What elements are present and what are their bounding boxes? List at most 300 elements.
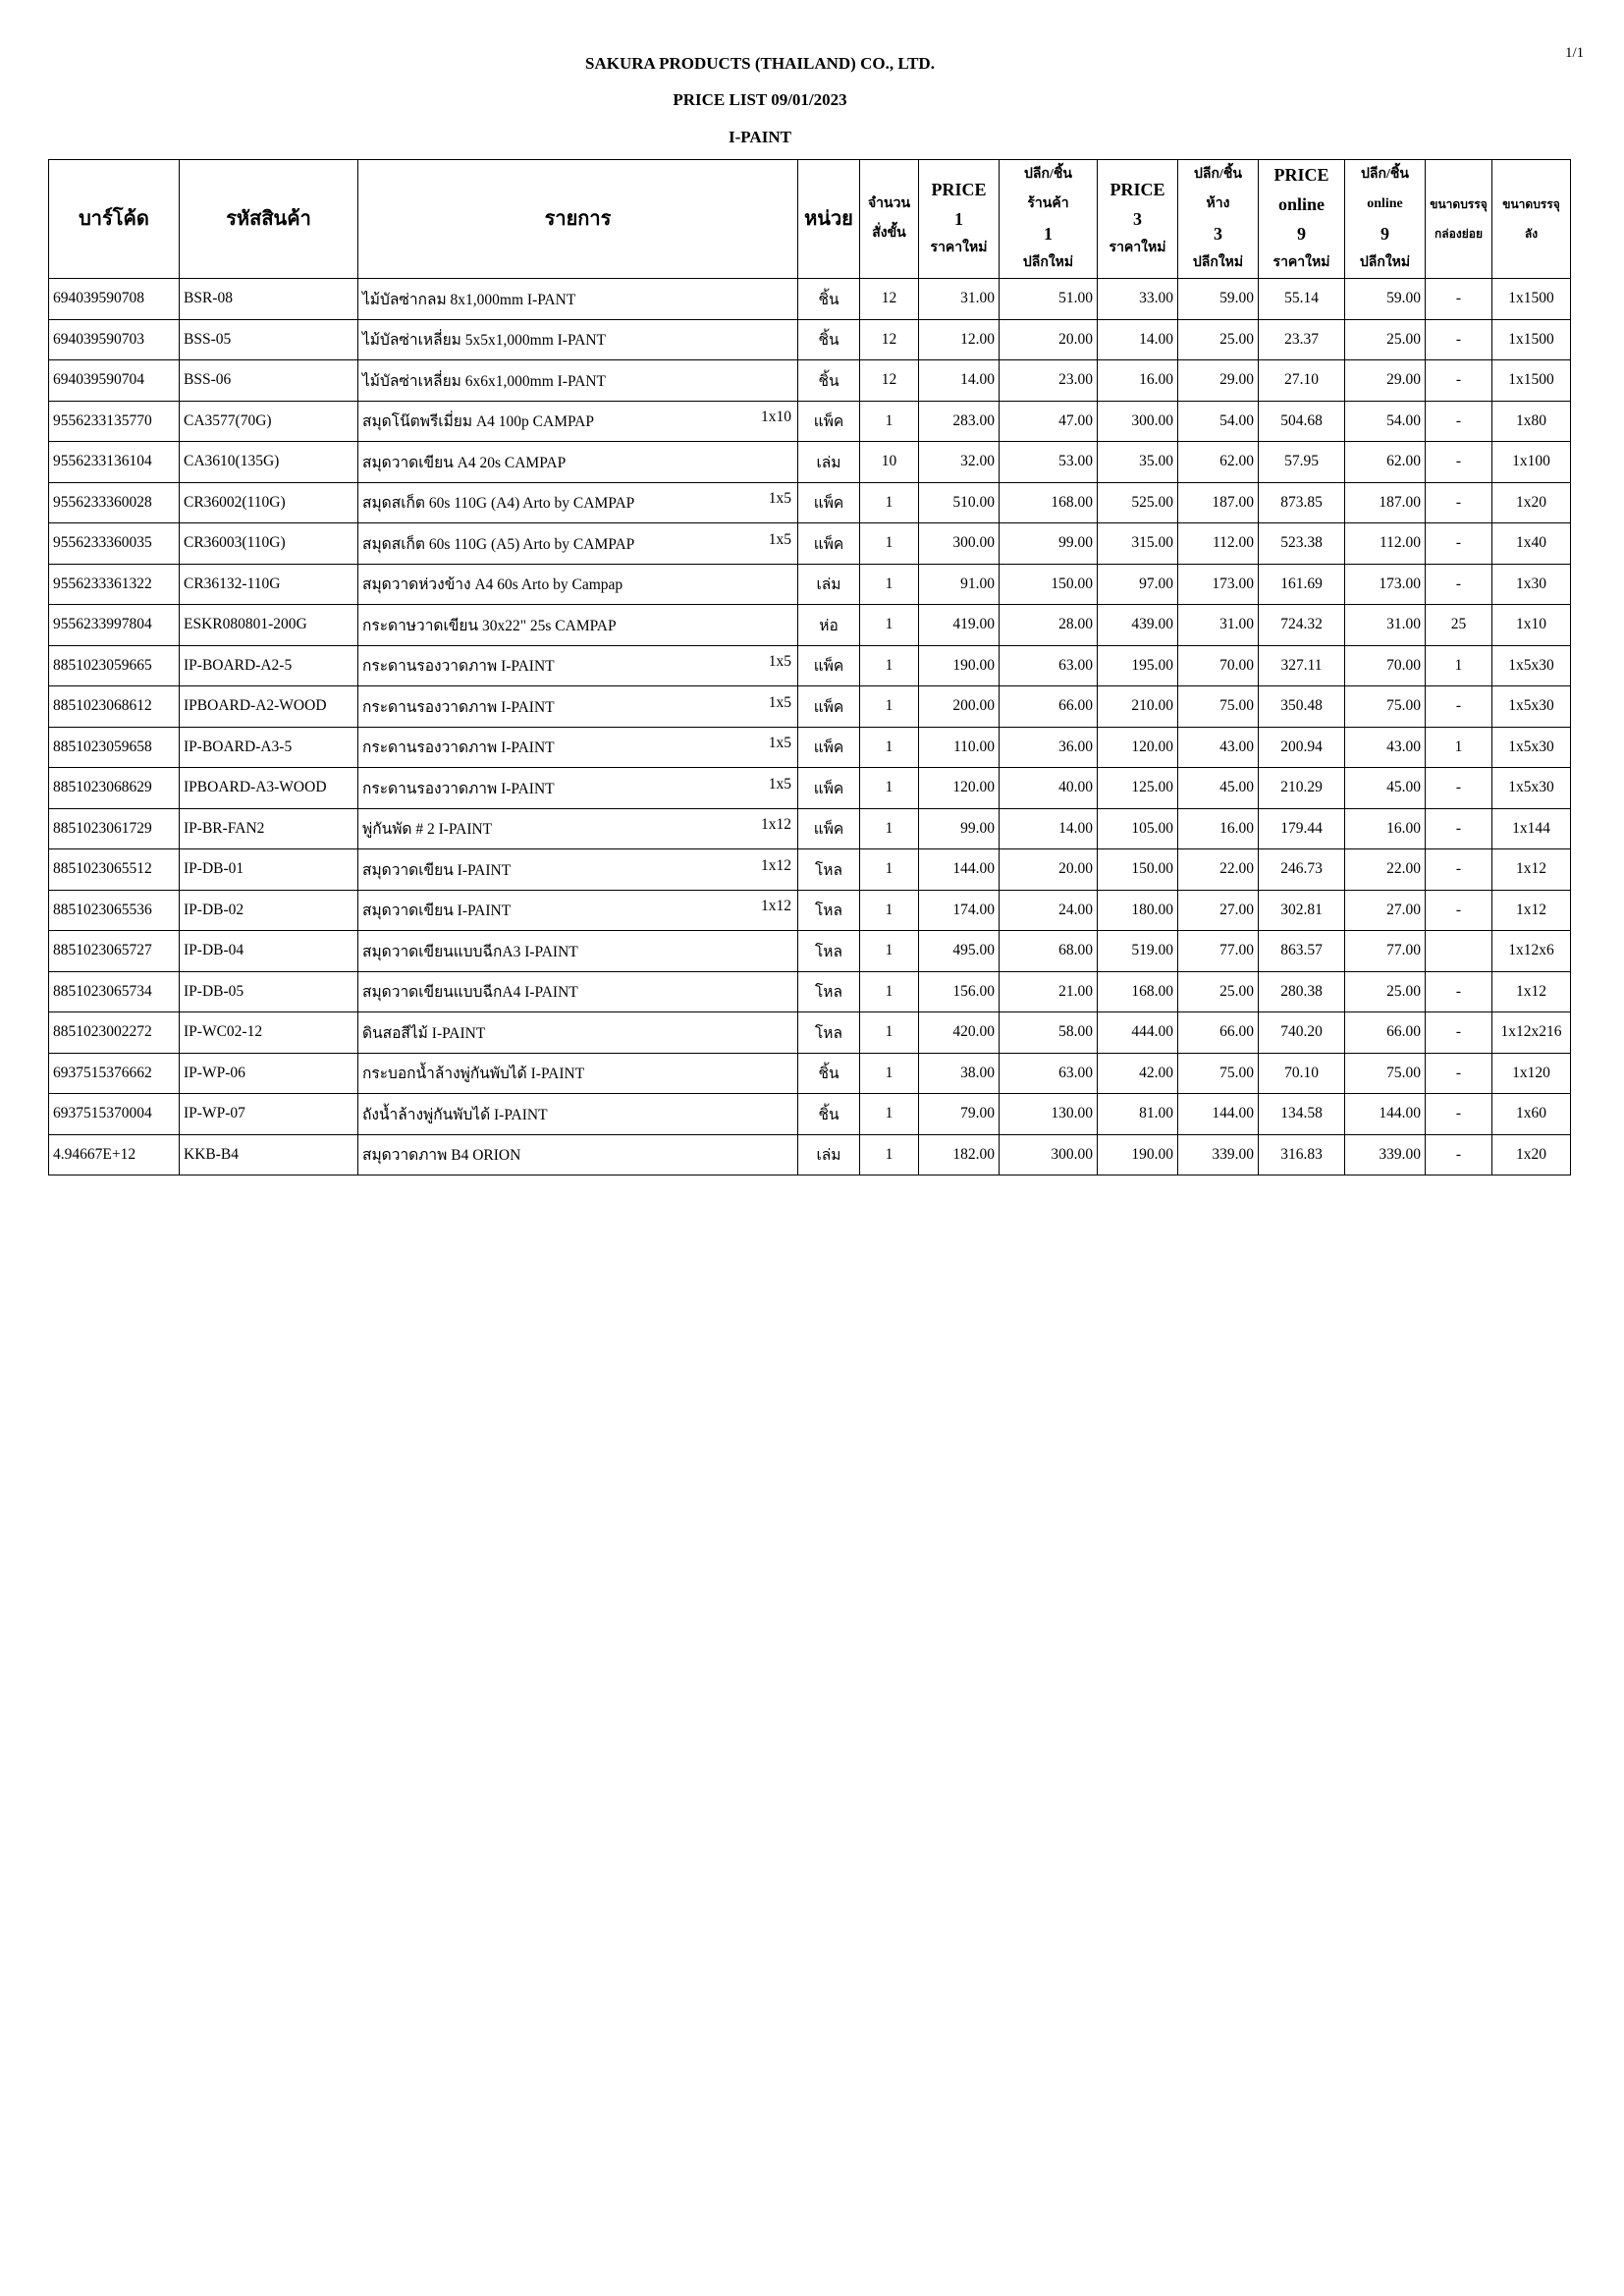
cell-barcode: 9556233360035: [49, 523, 180, 565]
cell-unit: โหล: [798, 971, 860, 1012]
cell-price-3: 16.00: [1098, 360, 1178, 402]
header-retail-9: ปลีก/ชิ้น online 9 ปลีกใหม่: [1345, 160, 1426, 279]
cell-box-size: -: [1426, 768, 1492, 809]
table-row: [49, 523, 1571, 565]
cell-retail-9: 54.00: [1345, 401, 1426, 442]
cell-box-size: 1: [1426, 645, 1492, 686]
cell-retail-9: 16.00: [1345, 808, 1426, 849]
cell-code: CA3610(135G): [180, 442, 358, 483]
cell-code: IP-BOARD-A3-5: [180, 727, 358, 768]
header-min-order: จำนวน สั่งขั้น: [860, 160, 919, 279]
cell-desc: [358, 768, 798, 809]
cell-code: ESKR080801-200G: [180, 605, 358, 646]
cell-price-1: 419.00: [919, 605, 1000, 646]
cell-price-9: 280.38: [1259, 971, 1345, 1012]
cell-retail-3: 339.00: [1178, 1134, 1259, 1175]
cell-retail-1: 150.00: [1000, 564, 1098, 605]
item-pack: 1x5: [768, 530, 791, 548]
cell-retail-9: 45.00: [1345, 768, 1426, 809]
cell-retail-9: 25.00: [1345, 971, 1426, 1012]
item-description: กระดานรองวาดภาพ I-PAINT: [362, 658, 555, 676]
cell-box-size: -: [1426, 401, 1492, 442]
item-description: ดินสอสีไม้ I-PAINT: [362, 1024, 486, 1042]
cell-code: IP-DB-04: [180, 931, 358, 972]
cell-code: BSS-05: [180, 319, 358, 360]
header-price-1: PRICE 1 ราคาใหม่: [919, 160, 1000, 279]
cell-price-1: 120.00: [919, 768, 1000, 809]
cell-unit: เล่ม: [798, 564, 860, 605]
cell-retail-1: 58.00: [1000, 1012, 1098, 1054]
cell-min-order: 1: [860, 645, 919, 686]
cell-unit: ชิ้น: [798, 1094, 860, 1135]
cell-code: CR36003(110G): [180, 523, 358, 565]
cell-price-9: 57.95: [1259, 442, 1345, 483]
cell-desc: [358, 401, 798, 442]
cell-min-order: 1: [860, 1053, 919, 1094]
cell-retail-1: 130.00: [1000, 1094, 1098, 1135]
cell-retail-1: 68.00: [1000, 931, 1098, 972]
cell-retail-9: 62.00: [1345, 442, 1426, 483]
cell-price-1: 79.00: [919, 1094, 1000, 1135]
cell-retail-3: 187.00: [1178, 482, 1259, 523]
item-pack: 1x5: [768, 653, 791, 671]
cell-min-order: 1: [860, 401, 919, 442]
cell-unit: ห่อ: [798, 605, 860, 646]
cell-min-order: 1: [860, 931, 919, 972]
cell-unit: ชิ้น: [798, 279, 860, 320]
cell-case-size: 1x5x30: [1492, 645, 1571, 686]
cell-desc: [358, 890, 798, 931]
cell-price-3: 150.00: [1098, 849, 1178, 891]
cell-retail-9: 173.00: [1345, 564, 1426, 605]
cell-box-size: -: [1426, 564, 1492, 605]
cell-unit: แพ็ค: [798, 686, 860, 728]
cell-barcode: 9556233360028: [49, 482, 180, 523]
cell-code: IP-DB-01: [180, 849, 358, 891]
cell-price-1: 31.00: [919, 279, 1000, 320]
cell-price-1: 32.00: [919, 442, 1000, 483]
cell-retail-1: 40.00: [1000, 768, 1098, 809]
price-list-title: PRICE LIST 09/01/2023: [673, 90, 847, 109]
cell-price-3: 519.00: [1098, 931, 1178, 972]
table-row: [49, 890, 1571, 931]
cell-min-order: 1: [860, 768, 919, 809]
cell-unit: โหล: [798, 849, 860, 891]
cell-price-9: 724.32: [1259, 605, 1345, 646]
cell-price-1: 12.00: [919, 319, 1000, 360]
cell-min-order: 1: [860, 1134, 919, 1175]
cell-price-3: 105.00: [1098, 808, 1178, 849]
cell-retail-3: 70.00: [1178, 645, 1259, 686]
cell-price-3: 81.00: [1098, 1094, 1178, 1135]
cell-retail-3: 173.00: [1178, 564, 1259, 605]
header-price-9: PRICE online 9 ราคาใหม่: [1259, 160, 1345, 279]
item-description: กระดานรองวาดภาพ I-PAINT: [362, 780, 555, 797]
table-row: [49, 319, 1571, 360]
cell-case-size: 1x60: [1492, 1094, 1571, 1135]
item-description: ถังน้ำล้างพู่กันพับได้ I-PAINT: [362, 1106, 548, 1123]
table-row: [49, 442, 1571, 483]
cell-min-order: 12: [860, 360, 919, 402]
cell-retail-1: 66.00: [1000, 686, 1098, 728]
cell-code: IP-WP-07: [180, 1094, 358, 1135]
cell-barcode: 8851023068612: [49, 686, 180, 728]
cell-min-order: 1: [860, 849, 919, 891]
cell-desc: [358, 931, 798, 972]
cell-price-3: 180.00: [1098, 890, 1178, 931]
cell-retail-9: 66.00: [1345, 1012, 1426, 1054]
cell-price-3: 525.00: [1098, 482, 1178, 523]
item-description: สมุดสเก็ต 60s 110G (A5) Arto by CAMPAP: [362, 535, 635, 553]
item-description: สมุดวาดเขียน I-PAINT: [362, 861, 512, 879]
cell-retail-9: 187.00: [1345, 482, 1426, 523]
cell-unit: โหล: [798, 1012, 860, 1054]
cell-retail-9: 75.00: [1345, 686, 1426, 728]
cell-box-size: -: [1426, 279, 1492, 320]
cell-price-9: 350.48: [1259, 686, 1345, 728]
cell-code: CA3577(70G): [180, 401, 358, 442]
category-title: I-PAINT: [729, 128, 791, 146]
cell-min-order: 1: [860, 1094, 919, 1135]
cell-min-order: 1: [860, 564, 919, 605]
cell-code: IP-BR-FAN2: [180, 808, 358, 849]
cell-unit: ชิ้น: [798, 360, 860, 402]
cell-price-9: 523.38: [1259, 523, 1345, 565]
table-row: [49, 279, 1571, 320]
cell-price-1: 510.00: [919, 482, 1000, 523]
cell-retail-3: 25.00: [1178, 971, 1259, 1012]
item-description: กระดานรองวาดภาพ I-PAINT: [362, 698, 555, 716]
cell-retail-3: 25.00: [1178, 319, 1259, 360]
item-description: ไม้บัลซ่ากลม 8x1,000mm I-PANT: [362, 291, 576, 308]
item-description: สมุดวาดเขียนแบบฉีกA4 I-PAINT: [362, 984, 578, 1002]
cell-case-size: 1x10: [1492, 605, 1571, 646]
cell-code: IP-WC02-12: [180, 1012, 358, 1054]
cell-box-size: -: [1426, 319, 1492, 360]
cell-price-9: 246.73: [1259, 849, 1345, 891]
cell-unit: แพ็ค: [798, 808, 860, 849]
header-case-size: ขนาดบรรจุ ลัง: [1492, 160, 1571, 279]
cell-retail-1: 36.00: [1000, 727, 1098, 768]
cell-barcode: 6937515376662: [49, 1053, 180, 1094]
cell-min-order: 1: [860, 971, 919, 1012]
cell-price-9: 316.83: [1259, 1134, 1345, 1175]
cell-price-1: 495.00: [919, 931, 1000, 972]
cell-retail-1: 21.00: [1000, 971, 1098, 1012]
cell-unit: แพ็ค: [798, 768, 860, 809]
cell-retail-1: 63.00: [1000, 645, 1098, 686]
cell-retail-3: 16.00: [1178, 808, 1259, 849]
cell-price-9: 210.29: [1259, 768, 1345, 809]
header-retail-1: ปลีก/ชิ้น ร้านค้า 1 ปลีกใหม่: [1000, 160, 1098, 279]
item-pack: 1x12: [761, 816, 791, 834]
item-description: สมุดวาดเขียนแบบฉีกA3 I-PAINT: [362, 943, 578, 960]
cell-min-order: 1: [860, 482, 919, 523]
cell-barcode: 8851023059665: [49, 645, 180, 686]
cell-min-order: 1: [860, 890, 919, 931]
cell-code: IP-DB-02: [180, 890, 358, 931]
item-description: สมุดวาดห่วงข้าง A4 60s Arto by Campap: [362, 576, 623, 594]
item-pack: 1x5: [768, 693, 791, 711]
cell-barcode: 9556233135770: [49, 401, 180, 442]
cell-code: IP-DB-05: [180, 971, 358, 1012]
cell-box-size: -: [1426, 849, 1492, 891]
cell-price-1: 14.00: [919, 360, 1000, 402]
cell-retail-3: 62.00: [1178, 442, 1259, 483]
cell-price-1: 38.00: [919, 1053, 1000, 1094]
cell-code: IPBOARD-A2-WOOD: [180, 686, 358, 728]
cell-barcode: 8851023065734: [49, 971, 180, 1012]
cell-box-size: -: [1426, 1094, 1492, 1135]
cell-desc: [358, 319, 798, 360]
cell-code: BSS-06: [180, 360, 358, 402]
cell-price-9: 327.11: [1259, 645, 1345, 686]
cell-unit: โหล: [798, 890, 860, 931]
cell-price-9: 134.58: [1259, 1094, 1345, 1135]
cell-desc: [358, 645, 798, 686]
item-pack: 1x5: [768, 735, 791, 752]
cell-case-size: 1x144: [1492, 808, 1571, 849]
cell-unit: แพ็ค: [798, 482, 860, 523]
cell-retail-9: 43.00: [1345, 727, 1426, 768]
table-row: [49, 360, 1571, 402]
cell-retail-3: 27.00: [1178, 890, 1259, 931]
cell-price-3: 14.00: [1098, 319, 1178, 360]
cell-retail-1: 63.00: [1000, 1053, 1098, 1094]
cell-code: IP-WP-06: [180, 1053, 358, 1094]
cell-unit: โหล: [798, 931, 860, 972]
cell-price-3: 120.00: [1098, 727, 1178, 768]
header-unit: หน่วย: [798, 160, 860, 279]
item-description: สมุดโน๊ตพรีเมี่ยม A4 100p CAMPAP: [362, 413, 594, 431]
cell-unit: เล่ม: [798, 1134, 860, 1175]
cell-case-size: 1x40: [1492, 523, 1571, 565]
price-table: [48, 159, 1571, 1175]
item-description: กระดาษวาดเขียน 30x22" 25s CAMPAP: [362, 617, 617, 634]
cell-desc: [358, 482, 798, 523]
cell-price-3: 190.00: [1098, 1134, 1178, 1175]
cell-case-size: 1x12: [1492, 890, 1571, 931]
cell-price-9: 873.85: [1259, 482, 1345, 523]
cell-price-3: 210.00: [1098, 686, 1178, 728]
cell-box-size: -: [1426, 442, 1492, 483]
item-description: กระบอกน้ำล้างพู่กันพับได้ I-PAINT: [362, 1066, 585, 1083]
cell-retail-1: 300.00: [1000, 1134, 1098, 1175]
header-price-3: PRICE 3 ราคาใหม่: [1098, 160, 1178, 279]
cell-barcode: 8851023061729: [49, 808, 180, 849]
cell-price-3: 195.00: [1098, 645, 1178, 686]
cell-desc: [358, 1012, 798, 1054]
cell-price-3: 33.00: [1098, 279, 1178, 320]
cell-retail-1: 28.00: [1000, 605, 1098, 646]
cell-price-3: 168.00: [1098, 971, 1178, 1012]
cell-box-size: -: [1426, 1053, 1492, 1094]
cell-retail-9: 339.00: [1345, 1134, 1426, 1175]
cell-box-size: 1: [1426, 727, 1492, 768]
cell-retail-1: 51.00: [1000, 279, 1098, 320]
cell-desc: [358, 564, 798, 605]
item-pack: 1x10: [761, 409, 791, 426]
cell-retail-9: 27.00: [1345, 890, 1426, 931]
cell-price-1: 99.00: [919, 808, 1000, 849]
cell-retail-1: 20.00: [1000, 849, 1098, 891]
cell-case-size: 1x12: [1492, 971, 1571, 1012]
cell-price-1: 174.00: [919, 890, 1000, 931]
cell-price-1: 182.00: [919, 1134, 1000, 1175]
cell-case-size: 1x12x6: [1492, 931, 1571, 972]
cell-desc: [358, 279, 798, 320]
cell-box-size: -: [1426, 808, 1492, 849]
cell-min-order: 10: [860, 442, 919, 483]
cell-price-9: 200.94: [1259, 727, 1345, 768]
cell-price-9: 740.20: [1259, 1012, 1345, 1054]
cell-retail-3: 112.00: [1178, 523, 1259, 565]
table-row: [49, 971, 1571, 1012]
company-name: SAKURA PRODUCTS (THAILAND) CO., LTD.: [585, 54, 935, 73]
table-row: [49, 482, 1571, 523]
table-row: [49, 564, 1571, 605]
cell-desc: [358, 442, 798, 483]
cell-price-9: 161.69: [1259, 564, 1345, 605]
cell-code: IPBOARD-A3-WOOD: [180, 768, 358, 809]
table-row: [49, 808, 1571, 849]
cell-case-size: 1x1500: [1492, 360, 1571, 402]
cell-price-9: 70.10: [1259, 1053, 1345, 1094]
cell-box-size: -: [1426, 482, 1492, 523]
cell-price-9: 27.10: [1259, 360, 1345, 402]
table-row: [49, 401, 1571, 442]
cell-min-order: 12: [860, 279, 919, 320]
cell-price-3: 97.00: [1098, 564, 1178, 605]
item-description: สมุดวาดภาพ B4 ORION: [362, 1147, 521, 1165]
table-row: [49, 686, 1571, 728]
cell-retail-3: 45.00: [1178, 768, 1259, 809]
cell-code: KKB-B4: [180, 1134, 358, 1175]
header-code: รหัสสินค้า: [180, 160, 358, 279]
item-pack: 1x5: [768, 775, 791, 793]
cell-retail-1: 99.00: [1000, 523, 1098, 565]
cell-retail-3: 66.00: [1178, 1012, 1259, 1054]
cell-box-size: -: [1426, 360, 1492, 402]
cell-desc: [358, 808, 798, 849]
cell-case-size: 1x12x216: [1492, 1012, 1571, 1054]
cell-box-size: [1426, 931, 1492, 972]
cell-price-3: 315.00: [1098, 523, 1178, 565]
cell-price-9: 863.57: [1259, 931, 1345, 972]
cell-retail-3: 22.00: [1178, 849, 1259, 891]
table-row: [49, 849, 1571, 891]
cell-price-1: 91.00: [919, 564, 1000, 605]
item-description: สมุดสเก็ต 60s 110G (A4) Arto by CAMPAP: [362, 495, 635, 513]
cell-retail-3: 77.00: [1178, 931, 1259, 972]
cell-price-3: 300.00: [1098, 401, 1178, 442]
cell-barcode: 6937515370004: [49, 1094, 180, 1135]
cell-retail-9: 29.00: [1345, 360, 1426, 402]
header-row: [49, 160, 1571, 279]
cell-desc: [358, 686, 798, 728]
cell-barcode: 694039590704: [49, 360, 180, 402]
table-row: [49, 1012, 1571, 1054]
cell-case-size: 1x1500: [1492, 319, 1571, 360]
cell-price-1: 110.00: [919, 727, 1000, 768]
cell-retail-3: 144.00: [1178, 1094, 1259, 1135]
item-description: ไม้บัลซ่าเหลี่ยม 5x5x1,000mm I-PANT: [362, 332, 606, 350]
cell-retail-9: 77.00: [1345, 931, 1426, 972]
cell-retail-1: 20.00: [1000, 319, 1098, 360]
cell-price-1: 420.00: [919, 1012, 1000, 1054]
cell-barcode: 694039590708: [49, 279, 180, 320]
cell-min-order: 1: [860, 686, 919, 728]
cell-min-order: 1: [860, 605, 919, 646]
cell-desc: [358, 971, 798, 1012]
cell-barcode: 8851023065727: [49, 931, 180, 972]
item-description: พู่กันพัด # 2 I-PAINT: [362, 821, 493, 839]
cell-case-size: 1x20: [1492, 482, 1571, 523]
cell-case-size: 1x100: [1492, 442, 1571, 483]
cell-barcode: 8851023002272: [49, 1012, 180, 1054]
cell-min-order: 1: [860, 727, 919, 768]
item-pack: 1x12: [761, 856, 791, 874]
cell-retail-9: 59.00: [1345, 279, 1426, 320]
cell-retail-9: 31.00: [1345, 605, 1426, 646]
cell-desc: [358, 605, 798, 646]
cell-box-size: -: [1426, 971, 1492, 1012]
cell-code: CR36132-110G: [180, 564, 358, 605]
cell-min-order: 12: [860, 319, 919, 360]
cell-barcode: 8851023065512: [49, 849, 180, 891]
cell-retail-1: 47.00: [1000, 401, 1098, 442]
cell-code: BSR-08: [180, 279, 358, 320]
header-barcode: บาร์โค้ด: [49, 160, 180, 279]
cell-retail-3: 75.00: [1178, 1053, 1259, 1094]
header-retail-3: ปลีก/ชิ้น ห้าง 3 ปลีกใหม่: [1178, 160, 1259, 279]
table-row: [49, 605, 1571, 646]
cell-price-3: 42.00: [1098, 1053, 1178, 1094]
cell-price-3: 35.00: [1098, 442, 1178, 483]
cell-retail-3: 75.00: [1178, 686, 1259, 728]
item-description: สมุดวาดเขียน I-PAINT: [362, 902, 512, 920]
cell-barcode: 8851023065536: [49, 890, 180, 931]
cell-min-order: 1: [860, 808, 919, 849]
item-pack: 1x12: [761, 898, 791, 915]
table-row: [49, 645, 1571, 686]
cell-price-1: 283.00: [919, 401, 1000, 442]
cell-retail-9: 144.00: [1345, 1094, 1426, 1135]
cell-case-size: 1x12: [1492, 849, 1571, 891]
cell-price-9: 179.44: [1259, 808, 1345, 849]
cell-case-size: 1x30: [1492, 564, 1571, 605]
cell-retail-3: 59.00: [1178, 279, 1259, 320]
cell-barcode: 4.94667E+12: [49, 1134, 180, 1175]
cell-price-3: 439.00: [1098, 605, 1178, 646]
cell-barcode: 8851023068629: [49, 768, 180, 809]
cell-retail-1: 14.00: [1000, 808, 1098, 849]
cell-box-size: -: [1426, 523, 1492, 565]
cell-price-3: 125.00: [1098, 768, 1178, 809]
page-number: 1/1: [1565, 45, 1585, 61]
cell-barcode: 9556233361322: [49, 564, 180, 605]
cell-price-1: 200.00: [919, 686, 1000, 728]
cell-unit: แพ็ค: [798, 401, 860, 442]
cell-retail-3: 54.00: [1178, 401, 1259, 442]
cell-case-size: 1x5x30: [1492, 768, 1571, 809]
cell-min-order: 1: [860, 523, 919, 565]
cell-desc: [358, 849, 798, 891]
cell-case-size: 1x20: [1492, 1134, 1571, 1175]
cell-price-9: 23.37: [1259, 319, 1345, 360]
header-desc: รายการ: [358, 160, 798, 279]
header-box-size: ขนาดบรรจุ กล่องย่อย: [1426, 160, 1492, 279]
